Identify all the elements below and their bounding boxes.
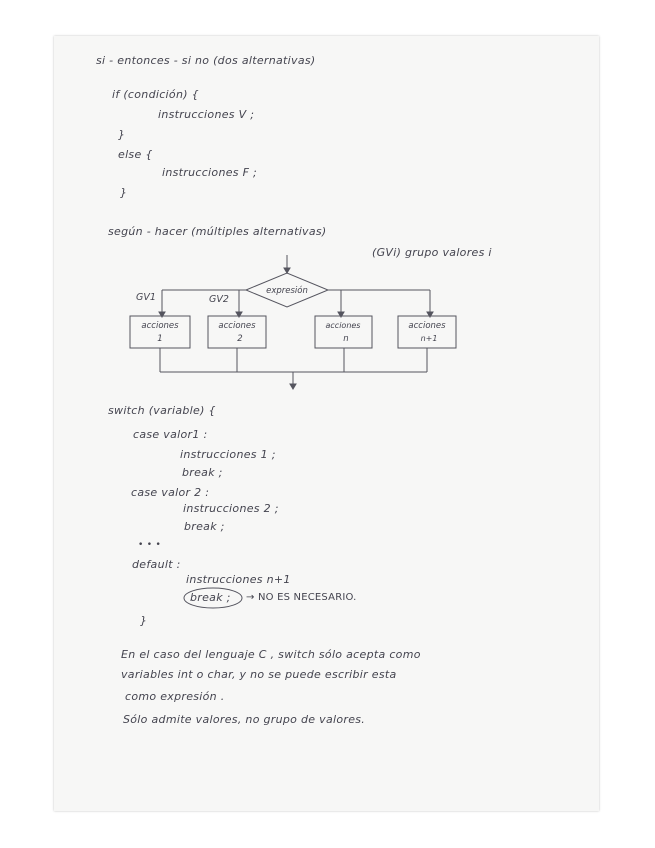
ellipsis: • • •	[138, 540, 162, 550]
action-box-1-bottom: 1	[157, 334, 163, 344]
note-line-2: variables int o char, y no se puede escribir esta	[121, 668, 397, 681]
case1-line: case valor1 :	[133, 428, 208, 441]
gv2-label: GV2	[209, 294, 229, 305]
instructions-f: instrucciones F ;	[162, 166, 258, 179]
break-circled: break ;	[190, 591, 231, 604]
if-line: if (condición) {	[112, 88, 199, 101]
else-line: else {	[118, 148, 153, 161]
note-line-4: Sólo admite valores, no grupo de valores.	[123, 713, 366, 726]
instructions-v: instrucciones V ;	[158, 108, 255, 121]
note-line-1: En el caso del lenguaje C , switch sólo acepta como	[121, 648, 421, 661]
switch-line: switch (variable) {	[108, 404, 216, 417]
note-line-3: como expresión .	[125, 690, 225, 703]
break-1: break ;	[182, 466, 223, 479]
ifelse-heading: si - entonces - si no (dos alternativas)	[96, 54, 316, 67]
not-necessary-note: → NO ES NECESARIO.	[246, 592, 357, 603]
action-box-2-bottom: 2	[237, 334, 243, 344]
instructions-n1: instrucciones n+1	[186, 573, 291, 586]
instructions-2: instrucciones 2 ;	[183, 502, 279, 515]
instructions-1: instrucciones 1 ;	[180, 448, 276, 461]
action-box-n1-bottom: n+1	[420, 334, 438, 343]
action-box-1-top: acciones	[141, 321, 179, 331]
action-box-n-top: acciones	[325, 321, 361, 330]
switch-close-brace: }	[140, 614, 148, 627]
gv1-label: GV1	[136, 292, 156, 303]
segun-heading: según - hacer (múltiples alternativas)	[108, 225, 327, 238]
action-box-2-top: acciones	[218, 321, 256, 331]
gv-note: (GVi) grupo valores i	[372, 246, 492, 259]
else-close-brace: }	[120, 186, 128, 199]
decision-label: expresión	[266, 286, 308, 296]
default-line: default :	[132, 558, 181, 571]
break-2: break ;	[184, 520, 225, 533]
action-box-n-bottom: n	[343, 334, 349, 344]
case2-line: case valor 2 :	[131, 486, 210, 499]
action-box-n1-top: acciones	[408, 321, 446, 331]
if-close-brace: }	[118, 128, 126, 141]
